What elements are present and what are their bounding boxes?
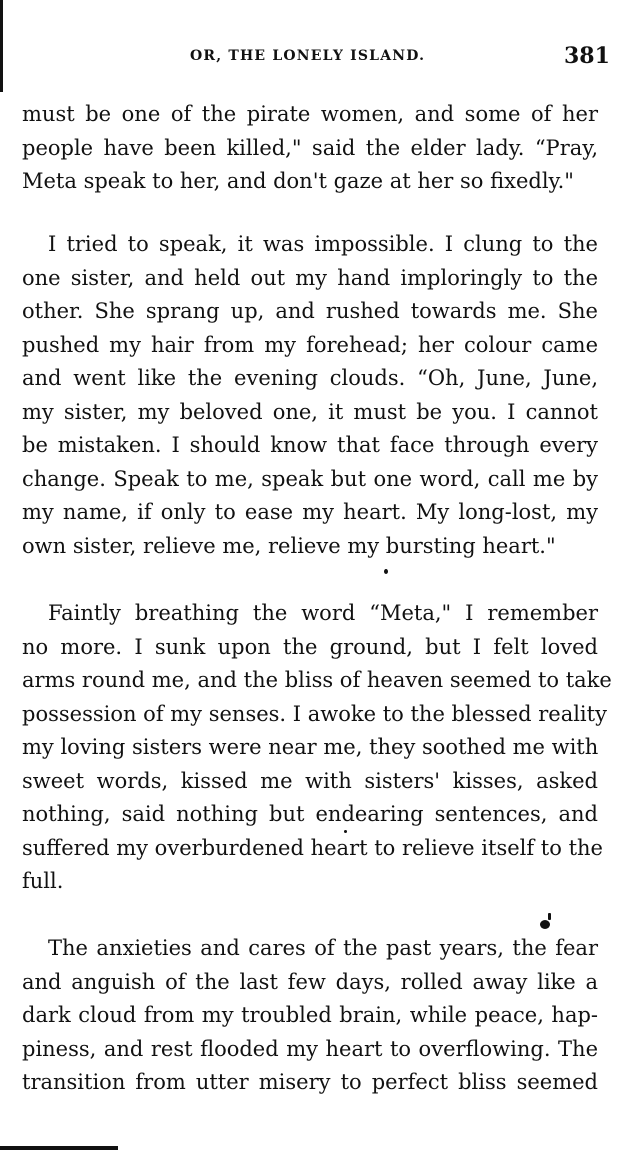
text-line: be mistaken. I should know that face through every <box>22 433 598 457</box>
text-line: my loving sisters were near me, they soothed me with <box>22 735 599 759</box>
text-line: other. She sprang up, and rushed towards me. She <box>22 299 598 323</box>
text-line: sweet words, kissed me with sisters' kisses, asked <box>22 768 598 793</box>
text-line: Meta speak to her, and don't gaze at her so fixedly." <box>22 169 574 193</box>
page-edge-rule <box>0 0 3 92</box>
text-line: arms round me, and the bliss of heaven seemed to take <box>22 668 612 692</box>
paragraph-1 <box>22 98 598 199</box>
paragraph-4 <box>22 932 598 1100</box>
page-number: 381 <box>564 43 610 69</box>
paragraph-3 <box>22 597 612 899</box>
text-line: Faintly breathing the word “Meta," I remember <box>48 601 598 625</box>
text-line: nothing, said nothing but endearing sentences, and <box>22 802 598 826</box>
bottom-edge-rule <box>0 1146 118 1150</box>
text-line: own sister, relieve me, relieve my bursting heart." <box>22 533 556 558</box>
text-line: and went like the evening clouds. “Oh, June, June, <box>22 366 598 390</box>
text-line: my sister, my beloved one, it must be you. I cannot <box>22 399 598 424</box>
text-line: must be one of the pirate women, and some of her <box>22 102 598 126</box>
text-line: my name, if only to ease my heart. My long-lost, my <box>22 500 598 524</box>
ink-speck <box>540 920 550 929</box>
text-line: no more. I sunk upon the ground, but I felt loved <box>22 634 598 659</box>
text-line: The anxieties and cares of the past years, the fear <box>48 936 598 960</box>
paragraph-2 <box>22 228 598 563</box>
text-line: I tried to speak, it was impossible. I clung to the <box>48 232 598 256</box>
text-line: and anguish of the last few days, rolled away like a <box>22 969 598 994</box>
text-line: change. Speak to me, speak but one word, call me by <box>22 466 598 491</box>
text-line: possession of my senses. I awoke to the blessed reality <box>22 701 607 726</box>
ink-speck <box>548 913 551 920</box>
running-head: OR, THE LONELY ISLAND. <box>190 48 426 64</box>
text-line: pushed my hair from my forehead; her colour came <box>22 332 598 357</box>
text-line: dark cloud from my troubled brain, while peace, hap- <box>22 1003 598 1027</box>
ink-speck <box>384 569 388 574</box>
text-line: people have been killed," said the elder lady. “Pray, <box>22 135 598 160</box>
text-line: piness, and rest flooded my heart to overflowing. The <box>22 1036 598 1061</box>
text-line: one sister, and held out my hand imploringly to the <box>22 265 598 290</box>
text-line: suffered my overburdened heart to relieve itself to the <box>22 835 603 860</box>
ink-speck <box>344 830 347 833</box>
text-line: full. <box>22 869 64 893</box>
text-line: transition from utter misery to perfect bliss seemed <box>22 1070 598 1094</box>
